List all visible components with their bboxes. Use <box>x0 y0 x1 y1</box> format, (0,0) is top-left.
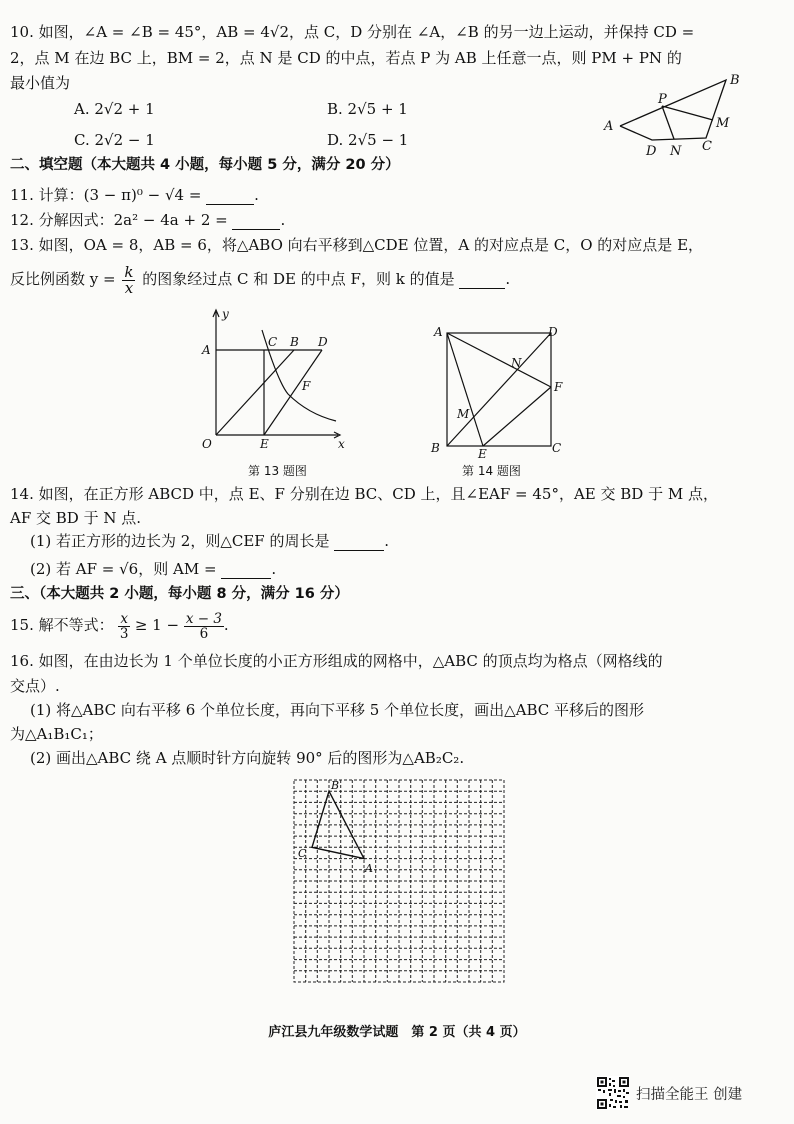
q10-figure <box>596 66 756 162</box>
q11 <box>10 185 259 205</box>
section-2-heading: 二、填空题（本大题共 4 小题，每小题 5 分，满分 20 分） <box>10 157 400 173</box>
q16-part1b: 为△A₁B₁C₁； <box>10 725 103 743</box>
label-y: y <box>222 307 229 321</box>
label-a: A <box>604 119 614 134</box>
q13-fraction-numerator: k <box>124 262 134 281</box>
scanner-watermark-text: 扫描全能王 创建 <box>636 1086 743 1103</box>
label-c: C <box>298 847 307 860</box>
q15-fraction-1-numerator: x <box>120 610 129 627</box>
label-p: P <box>658 92 667 107</box>
label-o: O <box>202 437 212 451</box>
q14-figure <box>424 320 574 460</box>
page-footer: 庐江县九年级数学试题 第 2 页（共 4 页） <box>268 1025 526 1040</box>
q14-part1-answer-blank[interactable] <box>334 534 384 551</box>
scanner-watermark <box>596 1076 742 1110</box>
q12-text: 12. 分解因式：2a² − 4a + 2 = <box>10 211 228 229</box>
q15-fraction-1-denominator: 3 <box>119 625 129 642</box>
label-c: C <box>552 441 562 455</box>
q12-answer-blank[interactable] <box>232 213 280 230</box>
q10-option-d: D. 2√5 − 1 <box>327 131 409 149</box>
q16-grid-figure <box>290 776 510 988</box>
q13-fraction-denominator: x <box>124 278 134 297</box>
qr-code-icon <box>596 1076 630 1110</box>
q11-answer-blank[interactable] <box>206 188 254 205</box>
label-n: N <box>511 356 522 370</box>
q10-line2: 2，点 M 在边 BC 上，BM = 2，点 N 是 CD 的中点，若点 P 为 AB 上任意一点，则 PM + PN 的 <box>10 49 682 67</box>
q14-part2-answer-blank[interactable] <box>221 562 271 579</box>
label-e: E <box>260 437 269 451</box>
q10-option-c: C. 2√2 − 1 <box>74 131 155 149</box>
q13-caption: 第 13 题图 <box>248 464 307 478</box>
label-m: M <box>457 407 470 421</box>
label-b: B <box>730 73 740 88</box>
section-3-heading: 三、（本大题共 2 小题，每小题 8 分，满分 16 分） <box>10 586 349 602</box>
label-n: N <box>670 144 682 159</box>
q13-end: . <box>505 270 511 288</box>
q13-figure <box>198 302 358 452</box>
q14-part2-text: (2) 若 AF = √6，则 AM = <box>30 560 217 578</box>
q15-fraction-2-denominator: 6 <box>199 625 209 642</box>
q14-part1 <box>30 531 389 551</box>
q14-part2 <box>30 559 276 579</box>
q14-line1: 14. 如图，在正方形 ABCD 中，点 E、F 分别在边 BC、CD 上，且∠EAF = 45°，AE 交 BD 于 M 点， <box>10 485 718 503</box>
label-b: B <box>331 779 340 792</box>
q12 <box>10 210 285 230</box>
q16-part2: (2) 画出△ABC 绕 A 点顺时针方向旋转 90° 后的图形为△AB₂C₂. <box>30 749 465 767</box>
q11-end: . <box>254 186 259 204</box>
label-f: F <box>554 380 563 394</box>
label-a: A <box>434 325 443 339</box>
label-b: B <box>290 335 299 349</box>
label-c: C <box>268 335 278 349</box>
label-d: D <box>318 335 328 349</box>
label-f: F <box>302 379 311 393</box>
label-e: E <box>478 447 487 460</box>
q13-line2-post: 的图象经过点 C 和 DE 的中点 F，则 k 的值是 <box>142 270 455 288</box>
label-m: M <box>716 116 730 131</box>
label-d: D <box>548 325 558 339</box>
q15 <box>10 608 229 642</box>
q13-line2-pre: 反比例函数 y = <box>10 270 116 288</box>
label-d: D <box>646 144 657 159</box>
q16-line1: 16. 如图，在由边长为 1 个单位长度的小正方形组成的网格中，△ABC 的顶点均为格点（网格线的 <box>10 652 663 670</box>
label-b: B <box>431 441 440 455</box>
q15-fraction-2 <box>184 612 224 641</box>
q10-line1: 10. 如图，∠A = ∠B = 45°，AB = 4√2，点 C，D 分别在 ∠A，∠B 的另一边上运动，并保持 CD = <box>10 23 695 41</box>
q10-option-a: A. 2√2 + 1 <box>74 100 155 118</box>
q14-part1-end: . <box>384 532 390 550</box>
label-c: C <box>702 139 712 154</box>
label-x: x <box>338 437 345 451</box>
q13-fraction <box>122 262 135 297</box>
q14-part2-end: . <box>271 560 277 578</box>
q13-answer-blank[interactable] <box>459 272 505 289</box>
q16-part1a: (1) 将△ABC 向右平移 6 个单位长度，再向下平移 5 个单位长度，画出△ABC 平移后的图形 <box>30 701 645 719</box>
label-a: A <box>365 862 373 875</box>
q14-line2: AF 交 BD 于 N 点. <box>10 509 142 527</box>
q13-line2 <box>10 262 510 296</box>
q12-end: . <box>280 211 286 229</box>
q15-fraction-1 <box>118 612 130 641</box>
q14-part1-text: (1) 若正方形的边长为 2，则△CEF 的周长是 <box>30 532 330 550</box>
q15-end: . <box>223 616 229 634</box>
q15-fraction-2-numerator: x − 3 <box>185 610 222 627</box>
q10-option-b: B. 2√5 + 1 <box>327 100 408 118</box>
q13-line1: 13. 如图，OA = 8，AB = 6，将△ABO 向右平移到△CDE 位置，A 的对应点是 C，O 的对应点是 E， <box>10 236 704 254</box>
q15-pre: 15. 解不等式： <box>10 616 114 634</box>
q14-caption: 第 14 题图 <box>462 464 521 478</box>
label-a: A <box>202 343 211 357</box>
q11-text: 11. 计算：(3 − π)⁰ − √4 = <box>10 186 202 204</box>
q16-line2: 交点）. <box>10 677 60 695</box>
q10-line3: 最小值为 <box>10 74 71 92</box>
q15-mid: ≥ 1 − <box>134 616 180 634</box>
